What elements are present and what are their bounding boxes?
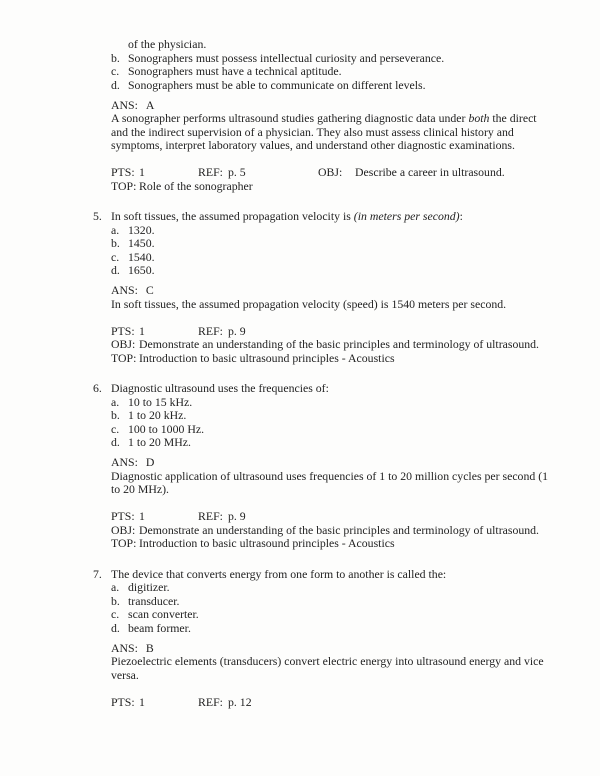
obj-value: Demonstrate an understanding of the basic principles and terminology of ultrasound.: [139, 337, 540, 351]
option-text: 10 to 15 kHz.: [128, 394, 193, 409]
obj-value: Demonstrate an understanding of the basic principles and terminology of ultrasound.: [139, 522, 540, 537]
option-row-c: [111, 608, 558, 622]
answer-row: [111, 456, 558, 470]
question-heading: [93, 568, 558, 582]
option-text: digitizer.: [128, 580, 170, 594]
pts-value: 1: [139, 165, 145, 179]
meta-pts-row: [111, 510, 558, 524]
question-text-plain: :: [459, 209, 463, 223]
option-letter: d.: [111, 263, 120, 277]
explanation-line: versa.: [111, 667, 139, 682]
option-letter: c.: [111, 249, 120, 264]
answer-value: D: [145, 455, 155, 469]
option-text: Sonographers must be able to communicate on different levels.: [128, 77, 426, 92]
question-text: [111, 382, 558, 396]
pts-label: PTS:: [111, 694, 135, 709]
ref-value: p. 9: [228, 509, 246, 523]
meta-top-row: [111, 537, 558, 551]
question-meta: [111, 510, 558, 551]
question-block-4-partial: [93, 38, 558, 193]
obj-label: OBJ:: [318, 165, 343, 179]
option-text: Sonographers must have a technical aptitude.: [128, 64, 342, 78]
question-7: [93, 568, 558, 710]
top-label: TOP:: [111, 536, 137, 550]
ref-label: REF:: [198, 323, 223, 338]
option-letter: b.: [111, 593, 120, 608]
explanation-line: Piezoelectric elements (transducers) convert electric energy into ultrasound energy and vice: [111, 654, 544, 668]
option-letter: b.: [111, 50, 120, 65]
answer-value: C: [145, 283, 154, 297]
question-text-plain: Diagnostic ultrasound uses the frequencies of:: [111, 381, 329, 395]
meta-obj-row: [111, 524, 558, 538]
option-row-a: [111, 396, 558, 410]
option-row-d: [111, 436, 558, 450]
option-letter: d.: [111, 435, 120, 449]
obj-value: Describe a career in ultrasound.: [355, 165, 505, 179]
option-text: transducer.: [128, 593, 180, 608]
explanation-text: the direct: [489, 111, 537, 125]
obj-label: OBJ:: [111, 337, 136, 351]
answer-row: [111, 284, 558, 298]
option-row-d: [111, 622, 558, 636]
option-text: 1650.: [128, 263, 155, 277]
option-letter: a.: [111, 222, 120, 237]
question-text-plain: The device that converts energy from one form to another is called the:: [111, 566, 447, 581]
question-text-italic: (in meters per second): [353, 209, 460, 223]
question-number: 6.: [93, 381, 102, 395]
option-text: 1450.: [128, 236, 155, 250]
question-number: 5.: [93, 209, 102, 223]
option-letter: c.: [111, 421, 120, 436]
option-text: 100 to 1000 Hz.: [128, 421, 205, 436]
question-text-plain: In soft tissues, the assumed propagation velocity is: [111, 209, 354, 223]
option-row-c: [111, 65, 558, 79]
meta-top-row: [111, 352, 558, 366]
option-text: beam former.: [128, 620, 191, 635]
option-letter: d.: [111, 77, 120, 92]
meta-pts-row: [111, 166, 558, 180]
answer-label: ANS:: [111, 97, 138, 112]
option-text: 1 to 20 kHz.: [128, 408, 187, 422]
pts-value: 1: [139, 323, 145, 338]
option-text: scan converter.: [128, 607, 199, 621]
question-5: [93, 210, 558, 365]
option-text: Sonographers must possess intellectual curiosity and perseverance.: [128, 50, 445, 65]
option-letter: d.: [111, 620, 120, 635]
meta-obj-row: [111, 338, 558, 352]
ref-label: REF:: [198, 165, 223, 179]
ref-label: REF:: [198, 694, 223, 709]
question-number: 7.: [93, 566, 102, 581]
option-row-c: [111, 423, 558, 437]
ref-value: p. 5: [228, 165, 246, 179]
answer-explanation: [111, 298, 558, 312]
option-letter: a.: [111, 394, 120, 409]
question-meta: [111, 166, 558, 193]
question-6: [93, 382, 558, 551]
option-letter: c.: [111, 607, 120, 621]
option-text: 1 to 20 MHz.: [128, 435, 191, 449]
pts-label: PTS:: [111, 323, 135, 338]
question-meta: [111, 325, 558, 366]
pts-value: 1: [139, 509, 145, 523]
explanation-text: A sonographer performs ultrasound studies gathering diagnostic data under: [111, 111, 469, 125]
explanation-line: and the indirect supervision of a physician. They also must assess clinical history and: [111, 124, 514, 139]
obj-label: OBJ:: [111, 522, 136, 537]
answer-value: A: [145, 97, 155, 112]
option-letter: a.: [111, 580, 120, 594]
option-letter: b.: [111, 236, 120, 250]
question-text: [111, 568, 558, 582]
ref-value: p. 12: [228, 694, 252, 709]
pts-label: PTS:: [111, 509, 135, 523]
pts-value: 1: [139, 694, 145, 709]
answer-label: ANS:: [111, 283, 138, 297]
option-text: 1320.: [128, 222, 155, 237]
option-row-a: [111, 224, 558, 238]
meta-top-row: [111, 180, 558, 194]
top-label: TOP:: [111, 178, 137, 193]
meta-pts-row: [111, 696, 558, 710]
option-row-d: [111, 264, 558, 278]
option-continuation-line: of the physician.: [128, 37, 207, 51]
answer-explanation: [111, 112, 558, 153]
option-row-c: [111, 251, 558, 265]
explanation-line: Diagnostic application of ultrasound uses frequencies of 1 to 20 million cycles per second (1: [111, 468, 549, 483]
question-heading: [93, 210, 558, 224]
top-value: Introduction to basic ultrasound principles - Acoustics: [139, 536, 395, 550]
option-row-b: [111, 409, 558, 423]
ref-label: REF:: [198, 509, 223, 523]
answer-row: [111, 642, 558, 656]
top-value: Role of the sonographer: [139, 178, 253, 193]
option-letter: b.: [111, 408, 120, 422]
answer-label: ANS:: [111, 455, 138, 469]
option-row-b: [111, 237, 558, 251]
explanation-line: symptoms, interpret laboratory values, and understand other diagnostic examinations.: [111, 138, 515, 152]
explanation-italic-text: both: [468, 111, 490, 125]
option-row-a: [111, 581, 558, 595]
pts-label: PTS:: [111, 165, 135, 179]
option-text: 1540.: [128, 249, 155, 264]
option-row-b: [111, 52, 558, 66]
meta-pts-row: [111, 325, 558, 339]
question-meta: [111, 696, 558, 710]
explanation-line: [111, 112, 558, 126]
question-text: [111, 210, 558, 224]
option-row-d: [111, 79, 558, 93]
question-heading: [93, 382, 558, 396]
ref-value: p. 9: [228, 323, 246, 338]
top-value: Introduction to basic ultrasound principles - Acoustics: [139, 350, 395, 365]
option-letter: c.: [111, 64, 120, 78]
answer-explanation: [111, 655, 558, 682]
answer-label: ANS:: [111, 640, 138, 655]
answer-value: B: [145, 640, 154, 655]
answer-row: [111, 99, 558, 113]
explanation-line: In soft tissues, the assumed propagation velocity (speed) is 1540 meters per second.: [111, 296, 507, 311]
top-label: TOP:: [111, 350, 137, 365]
answer-explanation: [111, 470, 558, 497]
option-row-b: [111, 595, 558, 609]
explanation-line: to 20 MHz).: [111, 482, 169, 496]
